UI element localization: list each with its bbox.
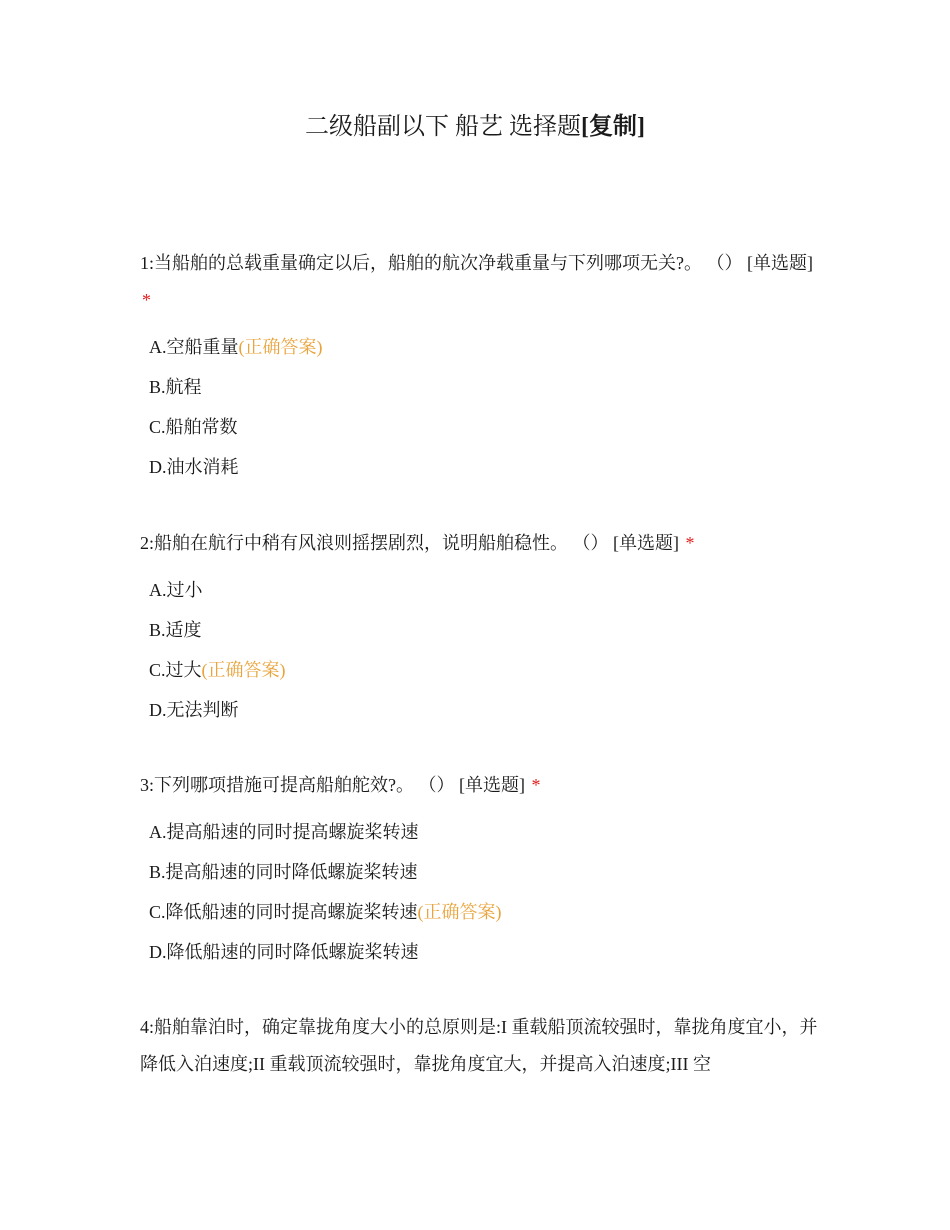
question-text	[140, 525, 820, 562]
option-a	[140, 327, 820, 367]
question-stem: 3:下列哪项措施可提高船舶舵效?。 （） [单选题]	[140, 775, 525, 795]
option-d	[140, 690, 820, 730]
option-label: C.船舶常数	[149, 417, 238, 437]
question-text	[140, 767, 820, 804]
option-c	[140, 892, 820, 932]
option-b	[140, 610, 820, 650]
option-a	[140, 812, 820, 852]
option-label: B.航程	[149, 377, 202, 397]
option-label: A.提高船速的同时提高螺旋桨转速	[149, 822, 419, 842]
question-text	[140, 1009, 820, 1083]
correct-answer-mark: (正确答案)	[238, 337, 323, 357]
option-label: C.降低船速的同时提高螺旋桨转速	[149, 902, 418, 922]
option-label: D.无法判断	[149, 700, 239, 720]
correct-answer-mark: (正确答案)	[417, 902, 502, 922]
correct-answer-mark: (正确答案)	[201, 660, 286, 680]
required-asterisk: *	[685, 533, 695, 553]
question-2	[140, 525, 820, 730]
option-d	[140, 447, 820, 487]
question-4	[140, 1009, 820, 1083]
option-label: B.适度	[149, 620, 202, 640]
page-title	[0, 110, 950, 144]
question-text	[140, 245, 820, 319]
option-label: D.油水消耗	[149, 457, 239, 477]
question-stem: 4:船舶靠泊时，确定靠拢角度大小的总原则是:I 重载船顶流较强时，靠拢角度宜小，并降低入泊速度;II 重载顶流较强时，靠拢角度宜大，并提高入泊速度;III 空	[140, 1017, 818, 1074]
option-label: B.提高船速的同时降低螺旋桨转速	[149, 862, 418, 882]
option-d	[140, 932, 820, 972]
question-3	[140, 767, 820, 972]
option-c	[140, 650, 820, 690]
copy-tag: [复制]	[581, 114, 645, 140]
option-label: A.过小	[149, 580, 203, 600]
option-label: C.过大	[149, 660, 202, 680]
option-a	[140, 570, 820, 610]
question-stem: 1:当船舶的总载重量确定以后，船舶的航次净载重量与下列哪项无关?。 （） [单选题]	[140, 253, 813, 273]
option-b	[140, 852, 820, 892]
option-list	[140, 812, 820, 972]
option-c	[140, 407, 820, 447]
question-stem: 2:船舶在航行中稍有风浪则摇摆剧烈，说明船舶稳性。 （） [单选题]	[140, 533, 679, 553]
option-label: D.降低船速的同时降低螺旋桨转速	[149, 942, 419, 962]
option-list	[140, 327, 820, 487]
page-title-text: 二级船副以下 船艺 选择题	[305, 114, 581, 140]
required-asterisk: *	[142, 290, 151, 310]
option-list	[140, 570, 820, 730]
option-label: A.空船重量	[149, 337, 239, 357]
option-b	[140, 367, 820, 407]
required-asterisk: *	[531, 775, 541, 795]
question-1	[140, 245, 820, 487]
